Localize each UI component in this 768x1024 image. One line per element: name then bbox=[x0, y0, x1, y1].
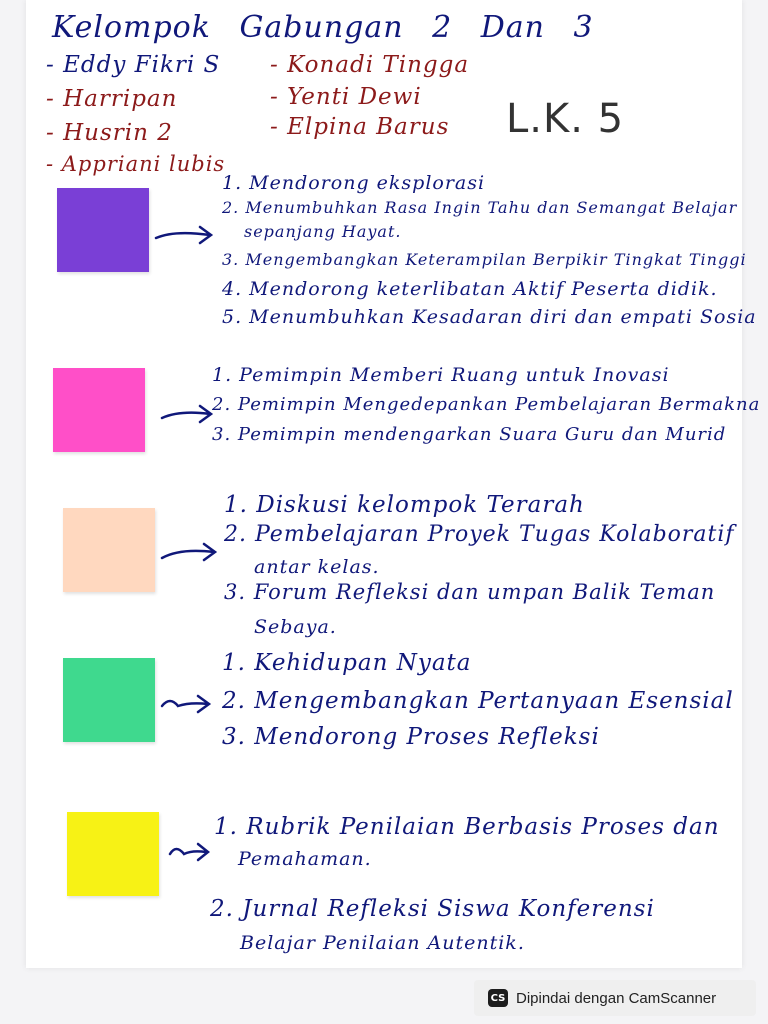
watermark-label: Dipindai dengan CamScanner bbox=[516, 989, 717, 1007]
list-item: antar kelas. bbox=[254, 556, 380, 578]
camscanner-logo-icon: CS bbox=[488, 989, 508, 1007]
list-item: Sebaya. bbox=[254, 616, 337, 638]
sticky-note-green bbox=[63, 658, 155, 742]
list-item: 2. Jurnal Refleksi Siswa Konferensi bbox=[210, 896, 655, 922]
sticky-note-pink bbox=[53, 368, 145, 452]
list-item: 1. Diskusi kelompok Terarah bbox=[224, 492, 585, 518]
list-item: Pemahaman. bbox=[238, 848, 372, 870]
arrow-icon bbox=[154, 222, 216, 248]
list-item: 2. Menumbuhkan Rasa Ingin Tahu dan Semangat Belajar bbox=[222, 198, 738, 217]
member-name: - Yenti Dewi bbox=[270, 84, 422, 110]
list-item: 1. Rubrik Penilaian Berbasis Proses dan bbox=[214, 814, 720, 840]
arrow-icon bbox=[160, 540, 222, 568]
page-title: Kelompok Gabungan 2 Dan 3 bbox=[52, 10, 594, 45]
sticky-note-yellow bbox=[67, 812, 159, 896]
list-item: 3. Forum Refleksi dan umpan Balik Teman bbox=[224, 580, 716, 604]
arrow-icon bbox=[160, 692, 216, 718]
arrow-icon bbox=[168, 840, 214, 866]
sticky-note-peach bbox=[63, 508, 155, 592]
member-name: - Elpina Barus bbox=[270, 114, 450, 140]
list-item: Belajar Penilaian Autentik. bbox=[240, 932, 525, 954]
list-item: 1. Mendorong eksplorasi bbox=[222, 172, 486, 194]
member-name: - Eddy Fikri S bbox=[46, 52, 221, 78]
list-item: 2. Pembelajaran Proyek Tugas Kolaboratif bbox=[224, 522, 735, 547]
list-item: sepanjang Hayat. bbox=[244, 222, 402, 241]
list-item: 1. Pemimpin Memberi Ruang untuk Inovasi bbox=[212, 364, 670, 386]
list-item: 3. Mendorong Proses Refleksi bbox=[222, 724, 600, 750]
list-item: 3. Mengembangkan Keterampilan Berpikir Tingkat Tinggi bbox=[222, 250, 747, 269]
member-name: - Husrin 2 bbox=[46, 120, 173, 146]
member-name: - Appriani lubis bbox=[46, 152, 226, 176]
member-name: - Konadi Tingga bbox=[270, 52, 470, 78]
list-item: 2. Pemimpin Mengedepankan Pembelajaran Bermakna bbox=[212, 394, 761, 415]
arrow-icon bbox=[160, 402, 218, 428]
sticky-note-purple bbox=[57, 188, 149, 272]
list-item: 3. Pemimpin mendengarkan Suara Guru dan Murid bbox=[212, 424, 727, 445]
lk-stamp: L.K. 5 bbox=[506, 96, 625, 142]
list-item: 4. Mendorong keterlibatan Aktif Peserta didik. bbox=[222, 278, 718, 300]
camscanner-watermark bbox=[474, 980, 756, 1016]
list-item: 5. Menumbuhkan Kesadaran diri dan empati Sosia bbox=[222, 306, 757, 328]
member-name: - Harripan bbox=[46, 86, 178, 112]
list-item: 2. Mengembangkan Pertanyaan Esensial bbox=[222, 688, 734, 714]
list-item: 1. Kehidupan Nyata bbox=[222, 650, 472, 676]
